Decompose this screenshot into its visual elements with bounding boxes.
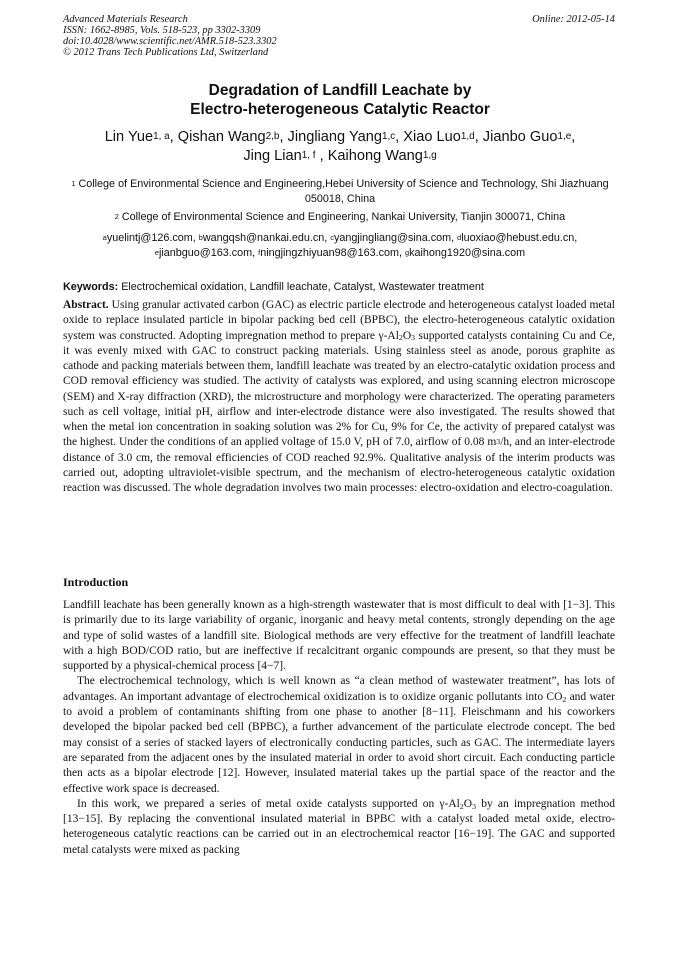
author-sup: 1,d	[460, 131, 475, 143]
subscript: 3	[411, 333, 416, 343]
intro-paragraph-2	[63, 674, 615, 796]
author-list: Lin Yue$^{1, a}$, Qishan Wang$^{2,b}$, Jingliang Yang$^{1,c}$, Xiao Luo$^{1,d}$, Jianbo Guo$^{1,e}$, Jing Lian$^{1, f}$ , Kaihong Wang$^{1,g}$	[104, 129, 576, 164]
keywords-text: Electrochemical oxidation, Landfill leachate, Catalyst, Wastewater treatment	[121, 281, 484, 293]
author-sup: 1,c	[381, 131, 396, 143]
email-sup: a	[102, 232, 107, 242]
author-name: Jing Lian	[243, 148, 302, 164]
email-sup: g	[405, 247, 410, 257]
author-name: Kaihong Wang	[327, 148, 423, 164]
email-link[interactable]: jianbguo@163.com	[158, 247, 253, 259]
email-list: $^a$yuelintj@126.com, $^b$wangqsh@nankai.edu.cn, $^c$yangjingliang@sina.com, $^d$luoxiao@hebust.edu.cn, $^e$jianbguo@163.com, $^f$ningjingzhiyuan98@163.com, $^g$kaihong1920@sina.com	[102, 232, 578, 259]
author-name: Lin Yue	[104, 129, 154, 145]
email-link[interactable]: yangjingliang@sina.com	[333, 232, 452, 244]
journal-name: Advanced Materials Research	[63, 14, 188, 25]
doi-line: doi:10.4028/www.scientific.net/AMR.518-523.3302	[63, 36, 277, 47]
email-link[interactable]: luoxiao@hebust.edu.cn	[461, 232, 575, 244]
email-sup: c	[330, 232, 334, 242]
intro-paragraph-1: Landfill leachate has been generally known as a high-strength wastewater that is most difficult to deal with [1−3]. This is primarily due to its large variability of organic, inorganic and heavy metal contents, strongly depending on the age and type of solid wastes of a landfill site. Biological methods are very effective for the treatment of landfill leachate with a high BOD/COD ratio, but are ineffective if recalcitrant organic compounds are present, so that they must be supported by a physical-chemical process [4−7].	[63, 599, 615, 673]
intro-paragraph-3	[63, 797, 615, 858]
title-line-1: Degradation of Landfill Leachate by	[208, 82, 472, 99]
abstract-text: /h, and an inter-electrode distance of 3.0 cm, the removal efficiencies of COD reached 92.9%. Qualitative analysis of the interim products was carried out, adopting ultraviolet-visible spectrum, and the mechanism of electro-heterogeneous catalytic oxidation reaction was discussed. The whole degradation involves two main processes: electro-oxidation and electro-coagulation.	[63, 436, 616, 494]
affiliation-number: 1	[71, 178, 76, 188]
online-date: Online: 2012-05-14	[532, 14, 615, 25]
introduction-heading: Introduction	[63, 575, 129, 589]
keywords-line	[63, 280, 615, 294]
email-link[interactable]: ningjingzhiyuan98@163.com	[260, 247, 400, 259]
affiliation-1	[56, 177, 624, 207]
superscript: 3	[496, 436, 501, 446]
author-sup: 1,e	[557, 131, 572, 143]
author-name: Xiao Luo	[403, 129, 461, 145]
subscript: 2	[459, 801, 464, 811]
introduction-body	[63, 598, 615, 858]
email-link[interactable]: wangqsh@nankai.edu.cn	[202, 232, 325, 244]
abstract	[63, 298, 615, 496]
email-sup: e	[154, 247, 159, 257]
copyright-line: © 2012 Trans Tech Publications Ltd, Switzerland	[63, 47, 269, 58]
affiliation-text: College of Environmental Science and Engineering,Hebei University of Science and Technology, Shi Jiazhuang 050018, China	[78, 178, 609, 205]
email-sup: f	[258, 247, 261, 257]
affiliation-2	[56, 210, 624, 225]
affiliation-text: College of Environmental Science and Engineering, Nankai University, Tianjin 300071, China	[121, 211, 566, 223]
subscript: 2	[398, 333, 403, 343]
email-sup: d	[457, 232, 462, 242]
abstract-label: Abstract.	[63, 299, 109, 311]
journal-header	[63, 14, 615, 58]
abstract-text: Using granular activated carbon (GAC) as electric particle electrode and heterogeneous catalyst loaded metal oxide to replace insulated particle in bipolar packing bed cell (BPBC), the electro-heterogeneous catalytic oxidation system was constructed. Adopting impregnation method to prepare γ-Al	[63, 299, 616, 342]
email-link[interactable]: kaihong1920@sina.com	[409, 247, 526, 259]
paper-title	[60, 81, 620, 119]
author-name: Qishan Wang	[177, 129, 266, 145]
author-sup: 1, f	[301, 150, 316, 162]
abstract-text: supported catalysts containing Cu and Ce, it was evenly mixed with GAC to construct packing materials. Using stainless steel as anode, porous graphite as cathode and packing materials between them, landfill leachate was treated by an electro-catalytic oxidation process and COD removal efficiency was studied. The activity of catalysts was explored, and using scanning electron microscope (SEM) and X-ray diffraction (XRD), the microstructure and morphology were characterized. The operating parameters such as cell voltage, initial pH, airflow and inter-electrode distance were also investigated. The results showed that when the metal ion concentration in soaking solution was 2% for Cu, 9% for Ce, the activity of prepared catalyst was the highest. Under the conditions of an applied voltage of 15.0 V, pH of 7.0, airflow of 0.08 m	[63, 329, 616, 449]
intro-text: O	[463, 797, 473, 810]
subscript: 3	[472, 801, 476, 811]
title-line-2: Electro-heterogeneous Catalytic Reactor	[190, 101, 490, 118]
author-sup: 1, a	[153, 131, 170, 143]
intro-text: In this work, we prepared a series of metal oxide catalysts supported on γ-Al	[77, 797, 460, 810]
intro-text: The electrochemical technology, which is well known as “a clean method of wastewater treatment”, has lots of advantages. An important advantage of electrochemical oxidization is to oxidize organic pollutants into CO	[63, 675, 615, 703]
subscript: 2	[562, 694, 567, 704]
email-sup: b	[198, 232, 203, 242]
affiliation-number: 2	[114, 211, 119, 221]
author-sup: 2,b	[265, 131, 280, 143]
keywords-label: Keywords:	[63, 281, 119, 293]
issn-line: ISSN: 1662-8985, Vols. 518-523, pp 3302-3309	[63, 25, 261, 36]
email-link[interactable]: yuelintj@126.com	[106, 232, 193, 244]
intro-text: by an impregnation method [13−15]. By replacing the conventional insulated material in BPBC with a catalyst loaded metal oxide, electro-heterogeneous catalytic reactions can be carried out in an electrochemical reactor [16−19]. The GAC and supported metal catalysts were mixed as packing	[63, 797, 615, 856]
intro-text: and water to avoid a problem of contaminants shifting from one phase to another [8−11]. Fleischmann and his coworkers developed the bipolar packed bed cell (BPBC), a further advancement of the particulate electrode concept. The bed may consist of a series of stacked layers of electronically conducting particles, such as GAC. The intermediate layers are separated from the adjacent ones by the insulated material in order to avoid short circuit. Each conducting particle then acts as a bipolar electrode [12]. However, insulated material takes up the partial space of the reactor and the effective work space is decreased.	[63, 690, 615, 795]
author-name: Jingliang Yang	[287, 129, 382, 145]
author-sup: 1,g	[422, 150, 437, 162]
author-name: Jianbo Guo	[482, 129, 558, 145]
abstract-text: O	[402, 329, 412, 342]
